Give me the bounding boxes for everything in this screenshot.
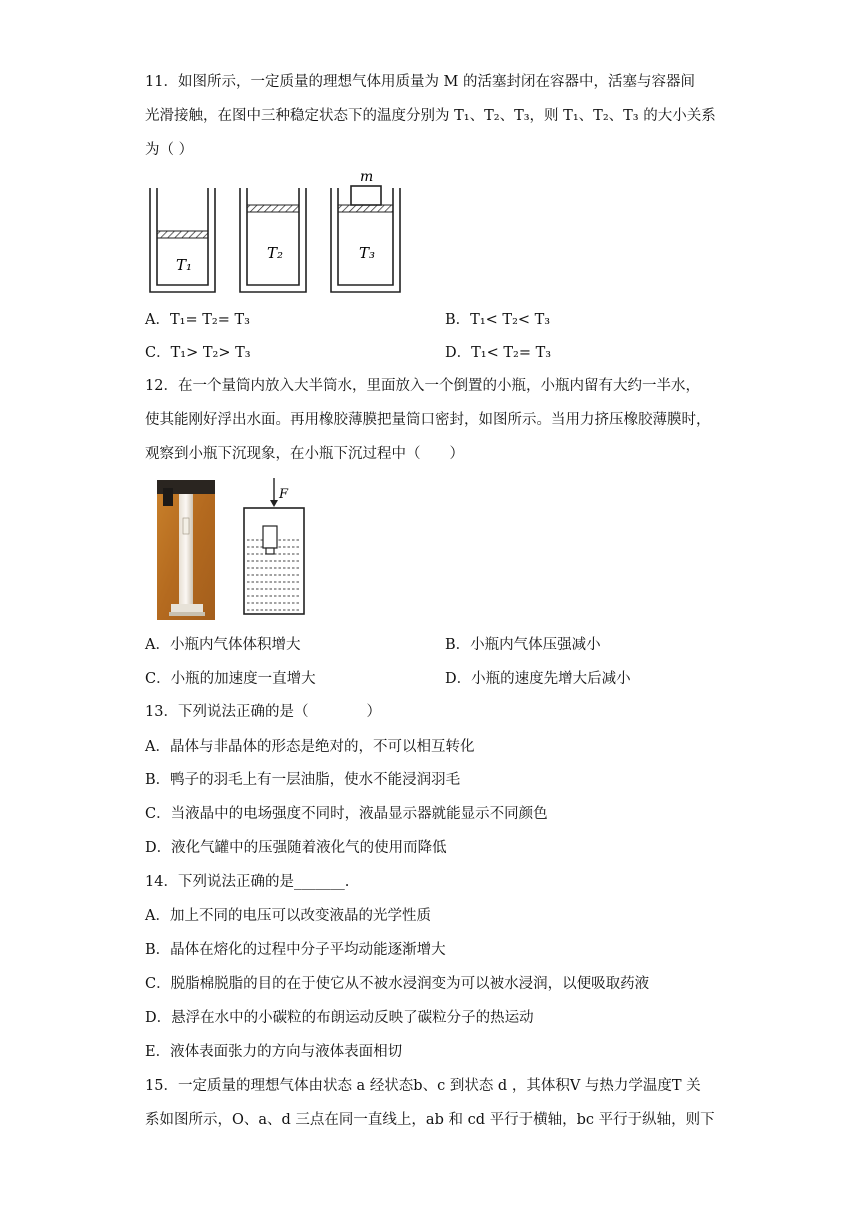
q12-stem-line-1: 12．在一个量筒内放入大半筒水，里面放入一个倒置的小瓶，小瓶内留有大约一半水， [145,378,700,394]
q13-stem: 13．下列说法正确的是（ ） [145,704,381,720]
q11-stem-line-2: 光滑接触，在图中三种稳定状态下的温度分别为 T₁、T₂、T₃，则 T₁、T₂、T₃ 的大小关系 [145,108,716,124]
q13-option-d[interactable]: D．液化气罐中的压强随着液化气的使用而降低 [145,840,447,856]
q12-option-d[interactable]: D．小瓶的速度先增大后减小 [445,671,631,687]
q12-option-b[interactable]: B．小瓶内气体压强减小 [445,637,601,653]
container-3-label: T₃ [359,244,376,262]
q13-option-c[interactable]: C．当液晶中的电场强度不同时，液晶显示器就能显示不同颜色 [145,806,548,822]
q11-stem-line-3: 为（ ） [145,142,194,158]
q12-cylinder-photo [157,480,215,620]
q12-option-c[interactable]: C．小瓶的加速度一直增大 [145,671,316,687]
q11-option-b[interactable]: B．T₁< T₂< T₃ [445,312,551,328]
container-3 [331,169,400,292]
q14-option-a[interactable]: A．加上不同的电压可以改变液晶的光学性质 [145,908,431,924]
q14-option-b[interactable]: B．晶体在熔化的过程中分子平均动能逐渐增大 [145,942,446,958]
q14-option-e[interactable]: E．液体表面张力的方向与液体表面相切 [145,1044,403,1060]
container-1-label: T₁ [176,256,193,274]
q13-option-a[interactable]: A．晶体与非晶体的形态是绝对的，不可以相互转化 [145,739,475,755]
weight-label: m [360,169,374,185]
q15-stem-line-2: 系如图所示，O、a、d 三点在同一直线上，ab 和 cd 平行于横轴，bc 平行于纵轴，则下 [145,1112,715,1128]
q11-containers-figure [140,166,420,298]
q13-option-b[interactable]: B．鸭子的羽毛上有一层油脂，使水不能浸润羽毛 [145,772,461,788]
force-label: F [279,487,289,502]
q12-stem-line-3: 观察到小瓶下沉现象，在小瓶下沉过程中（ ） [145,446,464,462]
container-1 [150,188,215,292]
q11-option-d[interactable]: D．T₁< T₂= T₃ [445,345,552,361]
q11-option-c[interactable]: C．T₁> T₂> T₃ [145,345,251,361]
weight-block [351,186,381,205]
q14-option-c[interactable]: C．脱脂棉脱脂的目的在于使它从不被水浸润变为可以被水浸润，以便吸取药液 [145,976,650,992]
container-2-label: T₂ [267,244,284,262]
q14-option-d[interactable]: D．悬浮在水中的小碳粒的布朗运动反映了碳粒分子的热运动 [145,1010,534,1026]
container-2 [240,188,306,292]
q14-stem: 14．下列说法正确的是_______. [145,874,350,890]
q15-stem-line-1: 15．一定质量的理想气体由状态 a 经状态b、c 到状态 d ，其体积V 与热力学温度T 关 [145,1078,701,1094]
q11-option-a[interactable]: A．T₁= T₂= T₃ [145,312,250,328]
q12-stem-line-2: 使其能刚好浮出水面。再用橡胶薄膜把量筒口密封，如图所示。当用力挤压橡胶薄膜时， [145,412,711,428]
q11-stem-line-1: 11．如图所示，一定质量的理想气体用质量为 M 的活塞封闭在容器中，活塞与容器间 [145,74,696,90]
q12-schematic-figure [238,474,308,618]
q12-option-a[interactable]: A．小瓶内气体体积增大 [145,637,301,653]
small-bottle [263,526,277,548]
